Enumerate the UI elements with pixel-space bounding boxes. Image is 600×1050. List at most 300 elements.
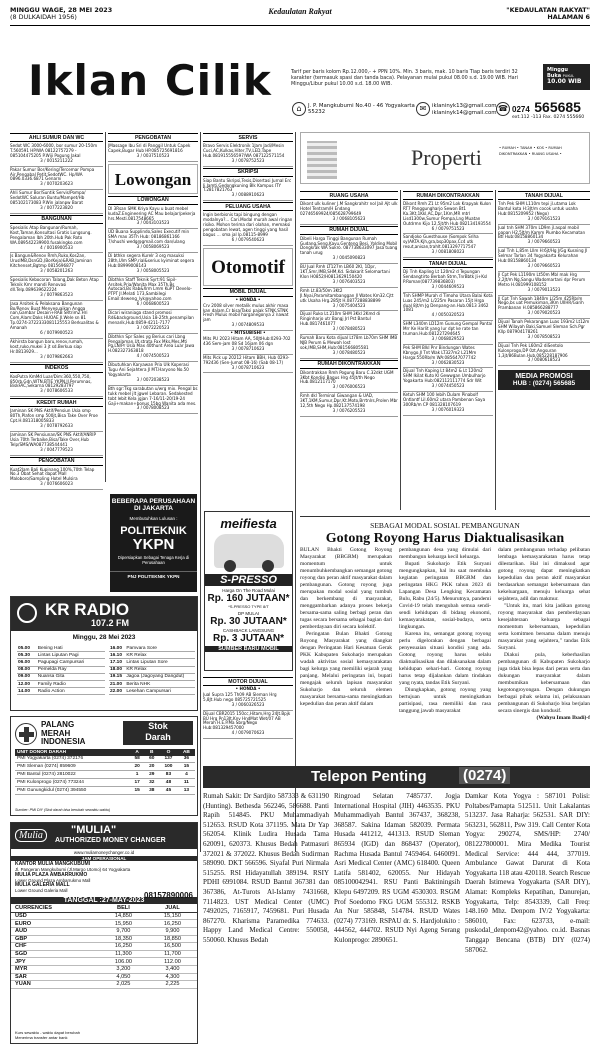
issue-date: MINGGU WAGE, 28 MEI 2023: [10, 6, 113, 14]
page-number: HALAMAN 6: [547, 13, 590, 21]
blood-stock-row-cell: 1: [130, 771, 145, 779]
blood-stock-row-cell: 29: [144, 771, 159, 779]
schedule-row-cell: 08.00: [17, 666, 37, 673]
meifiesta-tag: Harga On The Road Mulai: [222, 588, 275, 593]
telepon-code: (0274): [459, 767, 510, 784]
section-heading: RUANG USAHA: [300, 191, 398, 200]
schedule-table-left: [17, 645, 105, 695]
currency-row-cell: 16,500: [148, 943, 197, 951]
schedule-row: [17, 645, 105, 652]
currency-row-cell: EURO: [11, 920, 99, 928]
media-promosi-box: [498, 370, 590, 390]
article-paragraph: Diakui pula, keberhasilan pembangunan di Kabupaten Sukoharjo juga tidak bisa lepas dari peran serta dan dukungan masyarakat dalam membumikan kebersamaan dan kegotongroyongan. Dengan dukungan berbagai pihak selama ini, pelaksanaan pembangunan di Sukoharjo bisa berjalan secara sinergis dan kondusif.: [498, 652, 590, 714]
classified-ad: Bth sgr:Tkg sarabutan u/wrg mix. Pengal bs tukk mebel jlt jgwel Lebaran. Sedakested tobt lebit Kela jgjan 7-16/11-20/19-24 Gaji+makan+bonus 15bg Wanita ada mes. 3 / 0078008523: [108, 386, 198, 415]
classified-ad: Dijual CBR2015 150cc,Hitam,Hrg 24Jt.Bpjk BU Hrg Pn13Jt,Knv HndMat Wet/07 AB Merah H.E.P.Ma Sbrg/Nego Hub:081329457000 4 / 0079070623: [203, 711, 293, 740]
classified-ad: Dibeli Harga Tinggi Bangunan Rumah Gudang,Seng,Kayu,Genteng Besi, Yolding Mobil Dongkrak WA Sukro. 087738633097 Jasa tuang tanah urug 3 / 0045090823: [300, 236, 398, 265]
blood-stock-header-cell: O: [159, 749, 178, 756]
schedule-row: [17, 680, 105, 687]
classified-ad: BU Jual Rmh LT127m LB60 2KI, 1Dpr, 1KT,Smr,IMB,SHM,Kd. Sidakarit Selomartani Klon H0852/H0813629150420 3 / 0076403523: [300, 264, 398, 288]
blood-stock-row-cell: 100: [159, 763, 178, 771]
properti-banner: [300, 132, 590, 184]
section-heading: TANAH DIJUAL: [498, 191, 590, 200]
classified-ad: Dijual Ruko Lt.210m SHM 3Kkl 2Kmd di Ringinharjo utr Bangj Jrl Pst Bantul Hub.0817461077 3 / 0078480523: [300, 311, 398, 335]
blood-stock-row-cell: 60: [144, 756, 159, 763]
currency-row-cell: 4,300: [148, 973, 197, 981]
otomotif-title: Otomotif: [203, 248, 293, 286]
poltek-line3: Membutuhkan Lulusan :: [129, 516, 178, 521]
schedule-row: [109, 680, 195, 687]
article-paragraph: Karena itu, semangat gotong royong perlu digelorakan dengan berbagai penyesuaian situasi kondisi yang ada. Gotong royong harus selalu diaktualisasikan dan dilaksanakan dalam kehidupan sehari-hari. Gotong royong harus tetap dijalankan dalam tindakan yang nyata, tandas Etik Suryani.: [399, 631, 491, 686]
schedule-row-cell: Bening Hati: [37, 645, 105, 652]
classified-ad: Ingin berbisnis tapi bingung dengan modalnya?... Cari.Modal murah awal ringan risiko. Mohon terima dari olahan, memaksi pengobatan lewat, agen tinggi yang hasil bagus ... sma jal lp.08115-8999 6 / 0079540623: [203, 212, 293, 245]
section-heading: PELUANG USAHA: [203, 202, 293, 211]
blood-stock-row: [15, 756, 195, 763]
meifiesta-price: Rp. 160 JUTAAN*: [207, 593, 290, 604]
section-heading: RUMAH DIKONTRAKKAN: [403, 191, 493, 200]
currency-header: [11, 905, 197, 913]
classified-ad: Tnh SHMP Murah d Timoho Utara Balai Kota Luas 245/m2 L/225m Pasaran 15jt Hrga dual 8jt/m Jg Denpang-an.Hub.0813 3462 1081 4 / 0050320523: [403, 293, 493, 322]
currency-row: [11, 943, 197, 951]
schedule-row-cell: 16.10: [109, 652, 125, 659]
section-heading: TANAH DIJUAL: [403, 259, 493, 268]
currency-row: [11, 973, 197, 981]
classified-ad: Ahli Sumur Bor/Suntik Servis/Pompa/ SedotWC Saluran Buntu/Mampet/Hb 085102173083 P.Win jalanpw Barat 3 / 0077223820: [10, 190, 103, 214]
schedule-row-cell: 05.30: [17, 652, 37, 659]
lowongan-title: Lowongan: [108, 164, 198, 194]
blood-stock-row: [15, 771, 195, 779]
badge-day: Minggu: [547, 67, 568, 73]
badge-open: Buka PUKUL: [547, 73, 575, 79]
email-2[interactable]: iklaninyk14@gmail.com: [432, 110, 497, 116]
classified-ad: Dicari wiraniaga stand promosi Rd&background,Usia 18-25th,penampilan menarik,Hub:0859-4211-7177 3 / 0072220523: [108, 310, 198, 334]
currency-row-cell: MYR: [11, 965, 99, 973]
currency-header-cell: CURRENCIES: [11, 905, 99, 913]
classified-ad: Jl Cpt Pek L1190m Lt50m Mbl mak Hrg 2,2Jt/m Ng,Sangu Wadomartani dpr Perum Metro H.081999108152 3 / 0079013523: [498, 272, 590, 296]
section-heading: SERVIS: [203, 133, 293, 142]
classified-ad: Jual tnh SHM 370m LD9m jl.aspal mobil papan H2,5Jt/m Kamm Plumbo Kecamatan Btl Hub:08158860134 3 / 0079660523: [498, 225, 590, 249]
properti-title: Properti: [411, 145, 482, 170]
classified-ad: Mits PU 2023 Hitam AA, 50JtHub:0293-702 436 Sem-jam 08 Sd 16jam 06 dgn 3 / 0078710623: [203, 336, 293, 355]
classified-ad: Crv 2008 silver metalik mulus akhir masa kan dalam,Cr bisa/Taksi pajak STNK,STNK Fresh Mulus mobil harganegonya 2 nawat jam 3 / 0074809533: [203, 303, 293, 332]
currency-row: [11, 981, 197, 989]
currency-row-cell: 18,850: [148, 935, 197, 943]
meifiesta-dealer: SUMBER BARU MOBIL: [205, 646, 292, 652]
office-address: J. P. Mangkubumi No.40 - 46 Yogyakarta 55232: [308, 103, 415, 116]
classified-ad: Dikont Rmh Z1 Lt 95m2 Lok Krapyak Kulon RT7 Panggungharjo Sewon Bt1 Ka.3Kt,1Kkl,AC,Dpr,1Km,MR mtrl Lisd1300w,Sumur Pompa,Lng Muatan Outdrmn Kijo 12,5jt/th Hub 082134193554 6 / 0079751523: [403, 201, 493, 234]
schedule-row-cell: KR Relax: [125, 666, 195, 673]
currency-row-cell: 16,250: [148, 920, 197, 928]
blood-stock-header-cell: B: [144, 749, 159, 756]
schedule-row-cell: 06.00: [17, 659, 37, 666]
section-heading: BANGUNAN: [10, 215, 103, 224]
currency-row-cell: 11,300: [99, 950, 148, 958]
phone-number: 0274 565685: [512, 99, 581, 115]
blood-stock-row-cell: PMI Kulonprogo (0274) 773244: [15, 778, 130, 786]
classified-ad: Tnh Pek SHM L110m tepi jl.utama Lok Bantul kota H:3Jt/m cocok untuk usaha Hub:0815209952 (Nego) 3 / 0079161523: [498, 201, 590, 225]
badge-time: 10.00 WIB: [547, 78, 582, 85]
brand-heading: • HONDA •: [235, 686, 261, 691]
blood-stock-row: [15, 778, 195, 786]
blood-stock-row: [15, 786, 195, 794]
meifiesta-dp-label: DP MULAI: [237, 611, 260, 616]
currency-row: [11, 912, 197, 920]
section-heading: RUMAH DIKONTRAKKAN: [300, 360, 398, 369]
properti-items: • RUMAH • TANAH • KOS • RUMAH DIKONTRAKKAN • RUANG USAHA •: [499, 146, 562, 156]
mulia-header: [11, 823, 197, 849]
classified-ad: Dijual Tanah Pekarangan Luas 193m2 Lt12m SHM Wilayah Baki,Samuel Sleman Sch.Pgr Kllp 087904178261 3 / 0078508523: [498, 319, 590, 343]
tariff-text: Tarif per baris kolom Rp.12.000,- + PPN 10%. Min. 3 baris, mak. 10 baris Tiap baris terdiri 32 karakter (termasuk spasi dan tanda baca). Pelayanan mulai pukul 08.00 s.d. 19.00 WIB. Hari Minggu/Libur pukul 10.00 s.d. 18.00 WIB.: [291, 69, 518, 87]
telepon-col-3: Damkar Kota Yogya : 587101 Polisi: Poltabes/Pamapta 512511. Unit Lakalantas 513237. Jasa Raharja: 562531. SAR DIY: 563231, 562811, Psw 319. Call Center Kota Yogya: 290274, SMS/HP: 2740/ 081227800001. Mira Medika Tourist Medical Service: 444 444, 377019. Ambulance Gawat Darurat di Kota Yogyakarta 118 atau 420118. Search Rescue Daerah Istimewa Yogyakarta (SAR DIY), Alamat: Kompleks Kepatihan, Danurejan, Yogyakarta, Telp: 8543339, Call Freq: 148.160 Mhz. Denpom IV/2 Yogyakarta: 586010, Fax: 623733, e-mail: puskodal_denpom42@yahoo. co.id. Basnas Tanggap Bencana (BTB) DIY (0274) 587062.: [465, 792, 590, 954]
classified-ad: JMassage Ibu Sri di Panggil Untuk Capek Capek,Bugar Hub HP.085725691816 3 / 0037510523: [108, 143, 198, 162]
classified-ad: Akhirsta bangun baru,renov,rumah, kost,ruko,mukei 3 jt sd.Berkua siap Hr.0813929... 3 / 0079862663: [10, 339, 103, 363]
minggu-badge: [543, 64, 590, 90]
currency-row-cell: SAR: [11, 973, 99, 981]
blood-stock-row-cell: 32: [144, 778, 159, 786]
currency-row: [11, 965, 197, 973]
poltek-bottom: PNJ POLITEKNIK YKPN: [110, 571, 197, 579]
meifiesta-ad: [204, 511, 293, 671]
meifiesta-model: S-PRESSO: [205, 574, 292, 586]
blood-stock-row-cell: 38: [144, 786, 159, 794]
classified-ad: Mits Pick up 20212 Hitam BBH, Hub 0293-792436 (Sen-Jumat 08-16) (Sab 08-17) 3 / 0078710623: [203, 355, 293, 374]
schedule-row-cell: 21.00: [109, 680, 125, 687]
blood-stock-row-cell: PMI Sleman (0274) 859609: [15, 763, 130, 771]
classified-ad: KosPutra KmMd Luar/Dim:360,550,750, 850rb,Gdn,WTN,BTIE YKPN,Jl.Perumnas, BiskFAC,Sekarna 08129283797 3 / 0078606533: [10, 374, 103, 398]
schedule-row: [17, 659, 105, 666]
col-5: [403, 190, 493, 510]
currency-header-cell: BELI: [99, 905, 148, 913]
blood-stock-header-cell: UNIT DONOR DARAH: [15, 749, 130, 756]
schedule-row-cell: Nuansa Gita: [37, 673, 105, 680]
classified-ad: Js Bangun&Renov Rmh,Ruko,Kos2an, UrusIMB,DsnGD,(BorKeja)&RAB,Jaminan Kitchenset,Bgtmp 0815696877 3 / 0058201263: [10, 253, 103, 277]
article-col-2: [399, 547, 491, 762]
section-heading: LOWONGAN: [108, 196, 198, 205]
classified-ad: Dibthkn Spr Sales yg Berius cari Lbng Pengalaman,Ut.strata Fax Mks,Mes,Mti Pg,LN/Pr Usia Max 40thunt Area Luar Jawa H.082327363818 4 / 0074500523: [108, 334, 198, 363]
classified-ad: SHM L340m LD12m Gunung Gempal Pantai Mrr Ke Harlit yang lur dpt ke rate tan truman.Hub:081227294645 3 / 0068029523: [403, 321, 493, 345]
section-heading: PENGOBATAN: [108, 133, 198, 142]
mulia-sub: AUTHORIZED MONEY CHANGER: [55, 837, 166, 844]
section-heading: INDEKOS: [10, 364, 103, 373]
schedule-row-cell: Pagupagi Campursari: [37, 659, 105, 666]
kr-radio-box: [10, 596, 198, 711]
classified-ad: Dikontrakkan Rmh Pogung Baru C.32dkt UGM 3Kbt Kondisi Bagus Hrg 45Jt/th Nego Hub.0812117170 3 / 0076006523: [300, 370, 398, 394]
currency-row-cell: 15,150: [148, 912, 197, 920]
blood-stock-row-cell: PMI Bantul (0274) 2810022: [15, 771, 130, 779]
classified-ad: Kuat2Jam Bali Kupinang 100%,70th Telap No.3 Obat Sehat dapat Mall Maloboro/Sampling Hotel Mulsira 3 / 0076606023: [10, 467, 103, 491]
section-heading: KREDIT RUMAH: [10, 398, 103, 407]
blood-stock-header-cell: AB: [178, 749, 195, 756]
blood-stock-row-cell: 20: [130, 763, 145, 771]
classified-ad: Pakar Sumur Bor/Kering/Tercemar Pompa Air,Pengabal Petit,SedotWC. Hp/WA 0896.0336.6871 Genarni 3 / 0070203623: [10, 167, 103, 191]
pmi-cross-icon: [15, 723, 37, 745]
currency-row-cell: JPY: [11, 958, 99, 966]
classified-ad: Dibutuhkan Karyawan Pria Ulk Koperasi Tugu Ani Sejahtera Jl MT.Haryono No.50 Yogyakarta 3 / 0072038523: [108, 362, 198, 386]
article-title: Gotong Royong Harus Diaktualisasikan: [325, 531, 565, 546]
classified-ad: Jual Supra 125 Th09 AB Sleman Hrg 5,8Jt.Hub nego 085725721525 3 / 0060326523: [203, 692, 293, 711]
currency-row-cell: 11,700: [148, 950, 197, 958]
blood-stock-row-cell: 15: [130, 786, 145, 794]
classified-ad: Siap Bantu Skripsi,Tesis,Disertasi Jurnal Erc Ji.Jamti,Gedongkuning Blk Kampus ITY T.2817821763 3 / 0088910623: [203, 178, 293, 202]
article-paragraph: Peringatan Bulan Bhakti Gotong Royong Masyarakat yang diangkat dengan Peringatan Hari Kesatuan Gerak PKK Kabupaten Sukoharjo merupakan wadah aktivitas sosial kemasyarakatan bagi kelurga yang memiliki sejarah yang panjang. Melalui peringatan ini, bupati mengajak seluruh lapisan masyarakat Sukoharjo dan seluruh elemen masyarakat bersama-sama meningkatkan kepedulian dan peran aktif dalam: [300, 631, 392, 707]
meifiesta-cash-label: CASHBACK LANGSUNG: [222, 628, 275, 633]
classified-ad: Spesialis Atap Bangunan/Rumah, Kost,Taman,Konsultasi Gratis Lungsung. Pengalaman lbh 20th.Hub Pak Roto WA.089542239900.fusakingko.com 4 / 0016900533: [10, 225, 103, 254]
article-paragraph: Diungkapkan, gotong royong yang bertujuan untuk meningkatkan partisipasi, rasa memiliki dan rasa tanggung jawab masyarakat: [399, 687, 491, 714]
currency-row: [11, 927, 197, 935]
phone-ext: ext.112 -113 Fax. 0274 555660: [512, 115, 585, 120]
article-paragraph: "Untuk itu, mari kita jadikan gotong royong masyarakat dan pemberdayaan kesejahteraan keluarga sebagai momentum kebersamaan, kepedulian serta komitmen bersama dalam menuju masyarakat yang sejahtera," tandas Etik Suryani.: [498, 603, 590, 651]
meifiesta-brand: meifiesta: [220, 516, 277, 531]
col-6: [498, 190, 590, 510]
iklan-cilik-banner: [10, 32, 590, 126]
schedule-row-cell: 19.15: [109, 673, 125, 680]
brand-heading: • MITSUBISHI •: [230, 330, 266, 336]
section-heading: AHLI SUMUR DAN WC: [10, 133, 103, 142]
currency-header-cell: JUAL: [148, 905, 197, 913]
classified-ad: Sedot WC 3000-6000, bor sumur 20-150m T.560591 HP/WA 08122757279 - 085104475205 P.Wiji Pogung Jakal 3 / 0015211222: [10, 143, 103, 167]
poltek-name2: YKPN: [132, 536, 175, 553]
schedule-row: [17, 688, 105, 695]
promo-line2: HUB : (0274) 565685: [512, 380, 576, 388]
classified-ad: Rumah Baru Kota dijual Lt78m Lb70m SHM IMB NJB Perum & Mewah lost sok,IMB,SHM,Hub:081566805581 3 / 0078480523: [300, 335, 398, 359]
schedule-row: [109, 645, 195, 652]
blood-stock-row-cell: 137: [159, 756, 178, 763]
currency-row: [11, 958, 197, 966]
currency-row-cell: GBP: [11, 935, 99, 943]
radio-icon: [17, 603, 37, 623]
schedule-row-cell: 14.00: [17, 688, 37, 695]
classified-ad: Pek SHM Blkl Pnr Bindungan Wates Kbnygo.Jl Tnt Wak LT327m2 L21Mm Harga:550Rb/m WA:085647077742 3 / 0062830523: [403, 345, 493, 369]
classified-ad: Dibthkn Staff Teknik Syrt:91 Sipil-Arsitek,Pria/Wanita Max 35Th,Bs Autocad,Bs Rab&Xrm Lmm KuPT Develo-PTPT Jl.Melati 173,Sambilegi Email:deweng_lyk@yahoo.com 6 / 0068600523: [108, 277, 198, 310]
telepon-col-1: Rumah Sakit: Dr Sardjito 587333 & 631190 (Hunting). Bethesda 562246, 586688. Panti Rapih 514845. PKU Muhammadiyah 512653. RSUD Kota 371195. Mata Dr Yap 562054. Klinik Ludira Husada Tama 620091, 620373. Khusus Bedah Patmasuri 372021 & 372022. Khusus Bedah Sudirman 589090. DKT 566596. Siyafal Puri Nirmala 515255. RSI Hidayatullah 389194. RSIY PDHI 6991084. RSUD Bantul 367381 dan 367386, At-Turots Al-Islamy 7431668, 7114823. UST Medical Center (UMC) 7492025, 7165917, 7459681. Puri Husada 867270. Kharisma Paramedika 774633. Happy Land Medical Centre: 550058, 550060. Khusus Bedah: [203, 792, 329, 944]
kr-radio-freq: 107.2 FM: [91, 618, 130, 628]
schedule-row: [109, 659, 195, 666]
section-heading: PENGOBATAN: [10, 457, 103, 466]
section-name: "KEDAULATAN RAKYAT": [506, 6, 590, 14]
currency-row-cell: 106.00: [99, 958, 148, 966]
classified-ad: UD Buana Supplindo,Sales Executif min SMA max 35Th Hub: 08186861166 7/shushi wedg@gmail.com dan/ulang 3 / 0058069523: [108, 229, 198, 253]
blood-stock-row-cell: 15: [178, 763, 195, 771]
col-4: [300, 190, 398, 510]
blood-stock-row-cell: 36: [178, 756, 195, 763]
currency-row-cell: 9,900: [148, 927, 197, 935]
blood-stock-table: [15, 749, 195, 795]
blood-stock-row-cell: 13: [178, 786, 195, 794]
article-byline: (Wahyu Imam Ibadi)-f: [536, 715, 590, 721]
mulia-box: [10, 822, 198, 1044]
schedule-row-cell: KR Relax: [125, 652, 195, 659]
schedule-row-cell: 16.00: [109, 645, 125, 652]
blood-stock-row-cell: 48: [159, 778, 178, 786]
classified-ad: Rmh Lt.83/50m 3Kt2 Jl.Nyai,Paramitambanggan Jl Wates Km32.Cjtt utk Usaha Hrg.285Jt H.0877288838899 3 / 0075404523: [300, 288, 398, 312]
currency-row-cell: 9,700: [99, 927, 148, 935]
section-heading: MOTOR DIJUAL: [203, 677, 293, 686]
currency-row: [11, 920, 197, 928]
masthead: Kedaulatan Rakyat: [268, 7, 332, 16]
schedule-row-cell: Berita NHK: [125, 680, 195, 687]
car-illustration: [214, 534, 284, 568]
col-3: [203, 132, 293, 512]
mulia-logo: Mulia: [15, 829, 47, 842]
blood-stock-row: [15, 763, 195, 771]
mulia-branches: KANTOR MULIA MANGKUBUMI Jl. Pangeran Mangkubumi (Jl.Margo Utomo) 64 Yogyakarta MULIA PLAZA AMBARRUKMO Lower Ground Plaza Ambarrukmo Mall MULIA GALERIA MALL Lower Ground Galeria Mall: [15, 861, 131, 894]
schedule-row-cell: Jagoa (Jagoyang Dangdut): [125, 673, 195, 680]
mulia-date: TANGGAL :27-MAY-2023: [11, 897, 197, 904]
currency-row: [11, 935, 197, 943]
currency-row-cell: SGD: [11, 950, 99, 958]
pmi-box: [10, 716, 198, 816]
article-col-3: [498, 547, 590, 762]
blood-stock-row-cell: 83: [159, 771, 178, 779]
schedule-row: [17, 652, 105, 659]
currency-row-cell: USD: [11, 912, 99, 920]
classified-ad: Dikont ulk kuliner J.M Sangkrahitr nol Jail Ajt ulk Hotel Tentram/H Endang 02746569924/085628799649 3 / 0068105623: [300, 201, 398, 225]
blood-stock-header-cell: A: [130, 749, 145, 756]
schedule-table-right: [109, 645, 195, 695]
schedule-row-cell: 05.00: [17, 645, 37, 652]
currency-row-cell: 112.00: [148, 958, 197, 966]
poltek-line1: BEBERAPA PERUSAHAAN: [111, 498, 196, 505]
schedule-row-cell: 12.00: [17, 680, 37, 687]
currency-row-cell: 15,950: [99, 920, 148, 928]
mulia-web[interactable]: www.muliamoneychanger.co.id: [73, 850, 135, 855]
classified-ad: Spesialis Kebocoran Talang,Dak Beton Atap Teknik Kmr mandi Renovasi dll.Telp.089639622224 3 / 0079863523: [10, 277, 103, 301]
politeknik-ykpn-ad: [110, 494, 197, 592]
top-header: [10, 6, 590, 26]
schedule-row-cell: Pamvara Sore: [125, 645, 195, 652]
blood-stock-row-cell: 45: [159, 786, 178, 794]
pmi-title: PALANG MERAH INDONESIA: [41, 720, 86, 746]
schedule-row-cell: Lintas Liputan Sore: [125, 659, 195, 666]
classified-ad: Rmh dkl Terminal Giwangan & UAD, 3KT,1KM,Sumur,Dpr,Kt.Moto,Brrtnlrs,Prolen Mbr 12,5th Nego Hp.082137574198 3 / 0076205523: [300, 393, 398, 417]
poltek-line2: DI JAKARTA: [134, 505, 173, 512]
schedule-row-cell: 22.00: [109, 688, 125, 695]
currency-row-cell: 14,850: [99, 912, 148, 920]
email-icon: ✉: [416, 102, 430, 116]
mulia-hours: JAM OPERASIONAL: [11, 856, 197, 861]
schedule-row-cell: Family Radio: [37, 680, 105, 687]
blood-stock-row-cell: PMI Gunungkidul (0274) 394550: [15, 786, 130, 794]
classified-ad: Dl 3Rsan SMK Kriya Kayu u buat mebel kudaZ.Engineering AC Mau belajar/pekerja hrs.Mesti.0817548665 3 / 0043103523: [108, 206, 198, 230]
brand-heading: • HONDA •: [235, 296, 261, 302]
schedule-row-cell: 17.10: [109, 659, 125, 666]
blood-stock-header: [15, 749, 195, 756]
hijri-date: (8 DULKAIDAH 1956): [10, 13, 77, 21]
col-1: [10, 132, 103, 594]
article-paragraph: pembangunan desa yang dimulai dari membangun keluarga kecil keluarga.: [399, 547, 491, 560]
classified-ad: Di bthkn segera Kurelr 3 org masuksi 28th,Ulm SMP,rial&serius kyiminat segera Hub:08999008143 3 / 0058005523: [108, 253, 198, 277]
classified-ad: Jl Cpt Tnh Sawah 1840m L/25m 425Rb/m Nego,bs uat Pemukiman,3Km UIIHR/Garih Prambanan H.085866288777 3 / 0079020523: [498, 296, 590, 320]
poltek-note1: Dipersiapkan Sebagai Tenaga Kerja di: [117, 555, 190, 560]
article-col-1: [300, 547, 392, 762]
currency-row-cell: 4,050: [99, 973, 148, 981]
currency-table: [11, 905, 197, 989]
banner-title: Iklan Cilik: [28, 56, 272, 105]
blood-stock-row-cell: PMI Yogyakarta (0274) 372176: [15, 756, 130, 763]
telepon-penting-header: [203, 766, 590, 788]
classified-ad: Jaminan SK Pensiunan/SK PNS Aktif/ANRIP Usia 70th Terbaike,Bisa/Take Over,Hub Telp/SMS/WA087738544441 3 / 0047779523: [10, 432, 103, 456]
meifiesta-spec: *S-PRESSO TYPE 8/T: [228, 604, 269, 609]
currency-row-cell: YUAN: [11, 981, 99, 989]
section-heading: SKRIPSI: [203, 168, 293, 177]
currency-row-cell: 3,200: [99, 965, 148, 973]
section-heading: MOBIL DIJUAL: [203, 288, 293, 297]
classified-ad: Bravo Servis Elektronik 1Jam Jadi/Mesin Cuci,AC,Kulkas,Hiter,TV,LED,Tape Hub.081915556597/WA 087122571154 3 / 0078752523: [203, 143, 293, 167]
currency-row: [11, 950, 197, 958]
blood-stock-row-cell: 17: [130, 778, 145, 786]
kr-radio-header: [11, 597, 197, 631]
classified-ad: Sandjoko Guesthouse (Sompok Sriha sy)AKTA.Kjh,gra,bsp30pax,Cc4 utk resut,anisan,trahlt.0813297717547 3 / 0081808023: [403, 234, 493, 258]
article-paragraph: BULAN Bhakti Gotong Royong Masyarakat (BBGRM) merupakan momentum untuk menumbuhkembangkan semangat gotong royong dan peran aktif masyarakat dalam pembangunan. Gotong royong juga merupakan modal sosial yang tumbuh dan berkembang di masyarakat, menggambarkan adanya proses bekerja bersama-sama saling berbagi peran dan tugas secara bersama sebagai bagian dari pemberdayaan diri secara kolektif.: [300, 547, 392, 630]
section-heading: RUMAH DIJUAL: [300, 226, 398, 235]
article-paragraph: Bupati Sukoharjo Etik Suryani mengungkapkan, hal itu saat membuka kegiatan peringatan BBGRM dan peringatan HKG PKK tahun 2023 di Lapangan Desa Lengking Kecamatan Bulu, Rabu (24/5). Menurutnya, pandemi Covid-19 telah mengubah semua sendi-sendi kehidupan di bidang ekonomi, kemasyarakatan, sosial-budaya, serta lingkungan.: [399, 561, 491, 630]
classified-ad: Jasa Arsitek & Pelaksana Bangunan Bo/Renov Buat Menyesuaikan Angga nan,Gambar Desain+RAB SRtrim2.Hri Com,Alam:Daks HUOAE Jl.Wele sn 81 Tp.0274-3722333081125553 Berkualitas & Amanah 6 / 0079900523: [10, 301, 103, 339]
promo-line1: MEDIA PROMOSI: [515, 373, 573, 381]
kr-radio-title: KR RADIO: [45, 600, 130, 619]
schedule-row-cell: 18.00: [109, 666, 125, 673]
currency-row-cell: AUD: [11, 927, 99, 935]
schedule-row-cell: 09.00: [17, 673, 37, 680]
currency-row-cell: 18,350: [99, 935, 148, 943]
schedule-row: [109, 666, 195, 673]
poltek-note2: Perusahaan: [142, 560, 165, 565]
telepon-col-2: Ringroad Selatan 7485737. Jogja International Hospital (JIH) 4463535. PKU Muhammadiyah Bantul 367437, 368238, 368587. Sakina Idaman 582039. Permata Husada 441212, 441313. RSUD Sleman 865934 (IGD) dan 868437 (Operator), Rachma Husada Bantul 7459464. 6460091. Asri Medical Center (AMC) 618400. Queen Latifa 581402, 620055. Nur Hidayah 085100042941. RSU Panti Baktiningsih Klepu 6497209. RS UGM 4530303. RSGM Prof Soedomo FKG UGM 555312. RSKB An Nur 585848, 514784. RSUD Wates (0274) 773169. RSPAU dr. S. Hardjolukito : 444562, 444702. RSUD Nyi Ageng Serang Kulonprogo: 2890651.: [334, 792, 460, 944]
schedule-row-cell: Lesehan Campursari: [125, 688, 195, 695]
telepon-title: Telepon Penting: [311, 768, 427, 785]
blood-stock-row-cell: 58: [130, 756, 145, 763]
meifiesta-cash: Rp. 3 JUTAAN*: [213, 633, 284, 644]
phone-icon: ☎: [496, 102, 510, 116]
home-icon: ⌂: [292, 102, 306, 116]
meifiesta-dp: Rp. 30 JUTAAN*: [210, 616, 287, 627]
schedule-row-cell: Lintas Liputan Pagi: [37, 652, 105, 659]
mulia-title: "MULIA": [71, 824, 117, 836]
building-illustration: [307, 141, 337, 179]
classified-ad: Dji Tnh Kapling Lt 120m2 d Tepungan Sendangtirto Berbah Strm,TnrBbtk Ji+Ksl P.Roman(087739836803) 3 / 0044609523: [403, 269, 493, 293]
currency-row-cell: 2,025: [99, 981, 148, 989]
kr-radio-date: Minggu, 28 Mei 2023: [72, 634, 136, 641]
article-kicker: SEBAGAI MODAL SOSIAL PEMBANGUNAN: [370, 521, 520, 530]
article: [300, 516, 590, 764]
mulia-phone: 08157890006: [144, 891, 193, 900]
schedule-row: [109, 673, 195, 680]
classified-ad: Jaminan SK PNS Aktif/Pensiun Usia smp 80Th,Plafon smp 500jt,Bisa Take Over Proe Cpt.H.081318005833 3 / 0078792633: [10, 408, 103, 432]
currency-row-cell: 2,225: [148, 981, 197, 989]
currency-row-cell: 3,400: [148, 965, 197, 973]
blood-stock-row-cell: 4: [178, 771, 195, 779]
schedule-row: [109, 688, 195, 695]
blood-stock-row-cell: 20: [144, 763, 159, 771]
schedule-row: [17, 666, 105, 673]
classified-ad: Jual Tnh L,85m Lllm H:6jt/Hg J/Gg Kusning Jl Selmar Tarlan 34 Yogyakarta Kelurahan Hub:08158860134 3 / 0079660523: [498, 248, 590, 272]
classified-ad: Dijual Tnh Pek L60m2 diSentolo Kulonprogo,DP 0zt,Angsuran 1,3jt/86Bulan.Hub.085228187906 3 / 0080618523: [498, 343, 590, 367]
schedule-row: [109, 652, 195, 659]
pmi-note: Sumber: PMI DIY (Stok darah bisa berubah sewaktu-waktu): [15, 808, 111, 812]
email-1[interactable]: iklaninyk13@gmail.com: [432, 103, 497, 109]
col-2: [108, 132, 198, 472]
article-paragraph: dalam pembangunan terhadap pelibatan lembaga kemasyarakatan harus tetap dilestarikan. Hal ini dimaksud agar gotong royong dapat meningkatkan kepedulian dan peran aktif masyarakat berdasarkan semangat kebersamaan dan kekeluargaan, menuju keluarga sehat sejahtera, adil dan makmur.: [498, 547, 590, 602]
classified-ad: Dijual Tnh Kaping Lt 84m2 & Lt 120m2 SHM Ikilat Kuto Kl Gewwgan Umbulharjo Yogakarta Hub:082112111774 Sdr Wit 3 / 0074450523: [403, 368, 493, 392]
currency-row-cell: 16,250: [99, 943, 148, 951]
col-3-motor: [203, 676, 293, 756]
classified-ad: Ketuh SHM 100 lebih Dulam Pinabolf Ontlantf Lil.60m2 utara Pambenan Saya 300Rb/m CP 081328107619 3 / 0076019323: [403, 392, 493, 416]
stok-darah-badge: Stok Darah: [123, 721, 193, 745]
blood-stock-row-cell: 11: [178, 778, 195, 786]
currency-row-cell: CHF: [11, 943, 99, 951]
schedule-row: [17, 673, 105, 680]
schedule-row-cell: Pemelda Ray: [37, 666, 105, 673]
mulia-foot: Kurs sewaktu - waktu dapat berubah Menerima transfer antar bank: [15, 1030, 80, 1041]
poltek-name: POLITEKNIK: [120, 525, 187, 537]
